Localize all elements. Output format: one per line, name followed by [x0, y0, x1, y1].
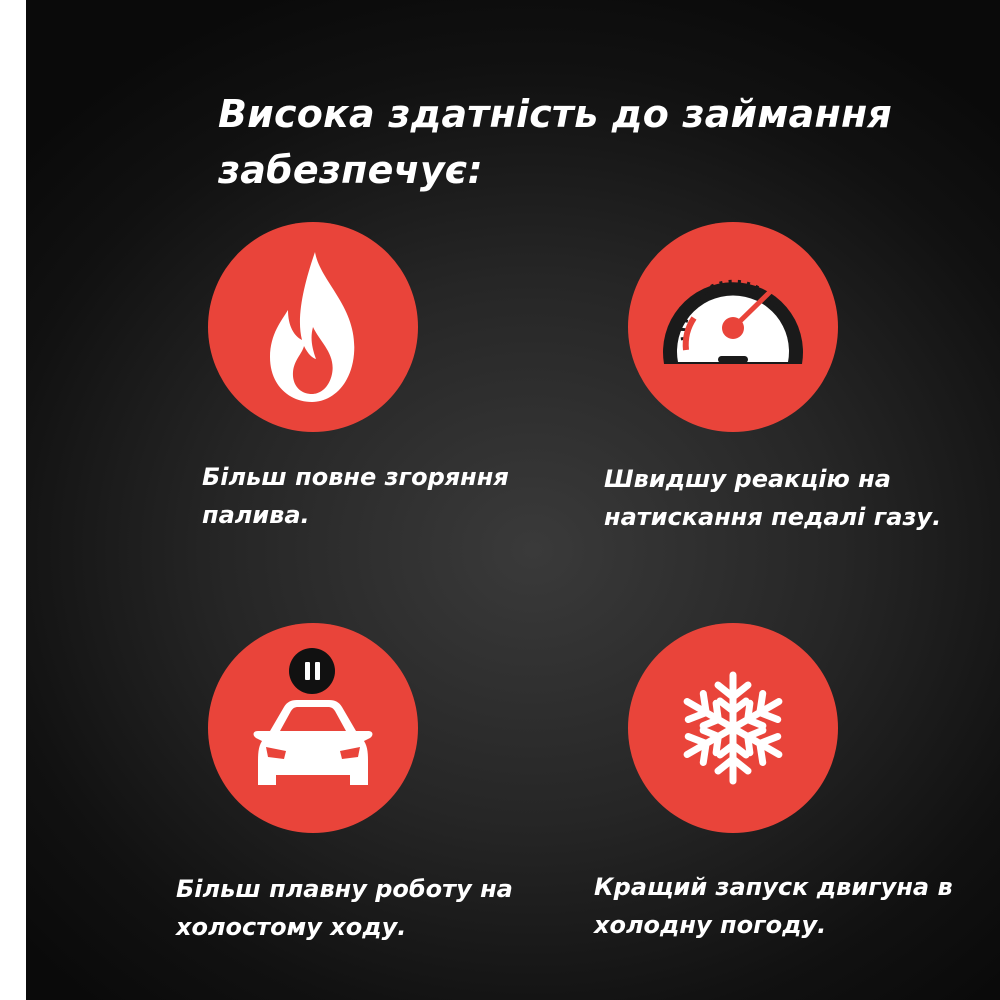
feature-text-cold-start: Кращий запуск двигуна в холодну погоду. [594, 873, 953, 939]
feature-text-idle: Більш плавну роботу на холостому ходу. [176, 875, 513, 941]
feature-text-combustion: Більш повне згоряння палива. [202, 463, 509, 529]
snowflake-icon [628, 623, 838, 833]
infographic [26, 0, 1000, 1000]
car-idle-icon [208, 623, 418, 833]
feature-text-throttle: Швидшу реакцію на натискання педалі газу. [604, 465, 942, 531]
feature-circle-throttle [628, 222, 838, 432]
page-title: Висока здатність до займання забезпечує: [218, 92, 892, 192]
feature-circle-idle [208, 623, 418, 833]
flame-icon [208, 222, 418, 432]
feature-circle-combustion [208, 222, 418, 432]
speedometer-icon [628, 222, 838, 432]
feature-circle-cold-start [628, 623, 838, 833]
